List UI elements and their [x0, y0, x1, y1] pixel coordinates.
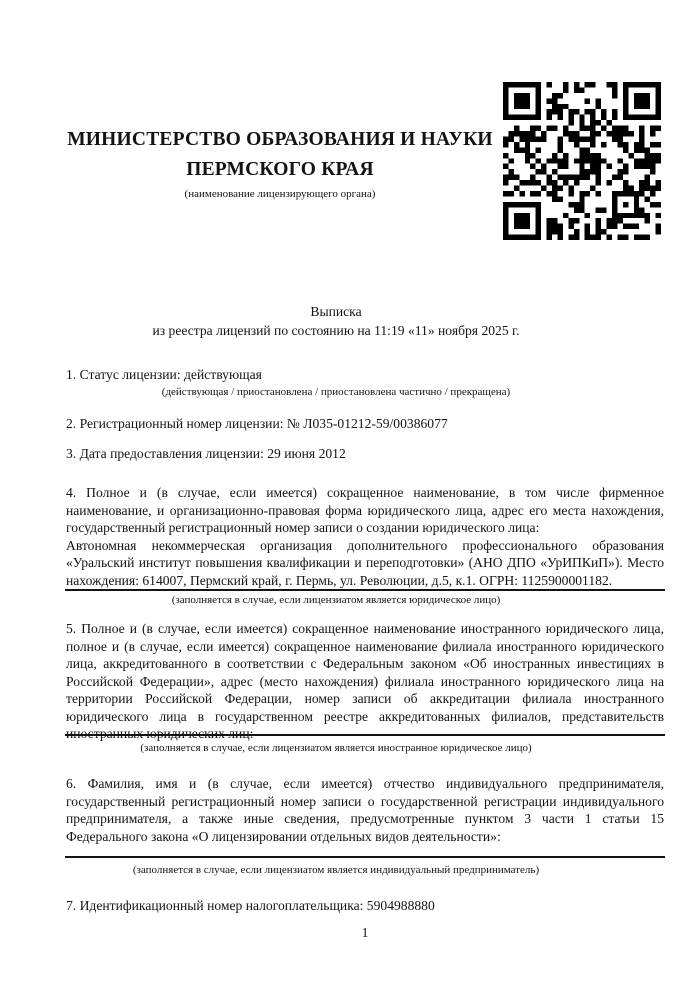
foreign-entity-underline — [65, 734, 665, 736]
document-title — [65, 302, 607, 341]
field-inn: 7. Идентификационный номер налогоплательщика: 5904988880 — [66, 898, 435, 913]
ministry-name-line2: ПЕРМСКОГО КРАЯ — [186, 159, 374, 180]
individual-entrepreneur-underline — [65, 856, 665, 858]
ministry-name-line1: МИНИСТЕРСТВО ОБРАЗОВАНИЯ И НАУКИ — [67, 129, 493, 150]
field-license-status: 1. Статус лицензии: действующая — [66, 367, 262, 382]
field-registration-number: 2. Регистрационный номер лицензии: № Л035-01212-59/00386077 — [66, 416, 448, 431]
document-title-line2: из реестра лицензий по состоянию на 11:19 «11» ноября 2025 г. — [152, 323, 520, 339]
field-legal-entity — [66, 484, 664, 589]
field-grant-date: 3. Дата предоставления лицензии: 29 июня 2012 — [66, 446, 346, 461]
qr-code-icon — [503, 82, 661, 240]
page-number: 1 — [361, 925, 369, 940]
field-legal-entity-value: Автономная некоммерческая организация дополнительного профессионального образования «Уральский институт повышения квалификации и переподготовки» (АНО ДПО «УрИПКиП»). Место нахождения: 614007, Пермский край, г. Пермь, ул. Революции, д.5, к.1. ОГРН: 1125900001182. — [66, 537, 664, 588]
field-individual-entrepreneur-caption: (заполняется в случае, если лицензиатом является индивидуальный предприниматель) — [132, 864, 540, 876]
legal-entity-underline — [65, 589, 665, 591]
document-title-line1: Выписка — [310, 304, 362, 319]
field-license-status-caption: (действующая / приостановлена / приостановлена частично / прекращена) — [161, 386, 511, 398]
field-legal-entity-statement: 4. Полное и (в случае, если имеется) сокращенное наименование, в том числе фирменное наименование, и организационно-правовая форма юридического лица, адрес его места нахождения, государственный регистрационный номер записи о создании юридического лица: — [66, 485, 664, 535]
field-foreign-entity: 5. Полное и (в случае, если имеется) сокращенное наименование иностранного юридического лица, полное и (в случае, если имеется) сокращенное наименование филиала иностранного юридического лица, аккредитованного в соответствии с Федеральным законом «Об иностранных инвестициях в Российской Федерации», адрес (место нахождения) филиала иностранного юридического лица на территории Российской Федерации, номер записи об аккредитации филиала иностранного юридического лица в государственном реестре аккредитованных филиалов, представительств иностранных юридических лиц: — [66, 621, 664, 741]
field-individual-entrepreneur: 6. Фамилия, имя и (в случае, если имеется) отчество индивидуального предпринимателя, государственный регистрационный номер записи о государственной регистрации индивидуального предпринимателя, а также иные сведения, предусмотренные пунктом 3 части 1 статьи 15 Федерального закона «О лицензировании отдельных видов деятельности»: — [66, 776, 664, 844]
ministry-name-caption: (наименование лицензирующего органа) — [184, 188, 376, 200]
field-legal-entity-caption: (заполняется в случае, если лицензиатом является юридическое лицо) — [171, 594, 501, 606]
licensing-authority-block — [65, 125, 495, 201]
field-foreign-entity-caption: (заполняется в случае, если лицензиатом является иностранное юридическое лицо) — [140, 742, 532, 754]
